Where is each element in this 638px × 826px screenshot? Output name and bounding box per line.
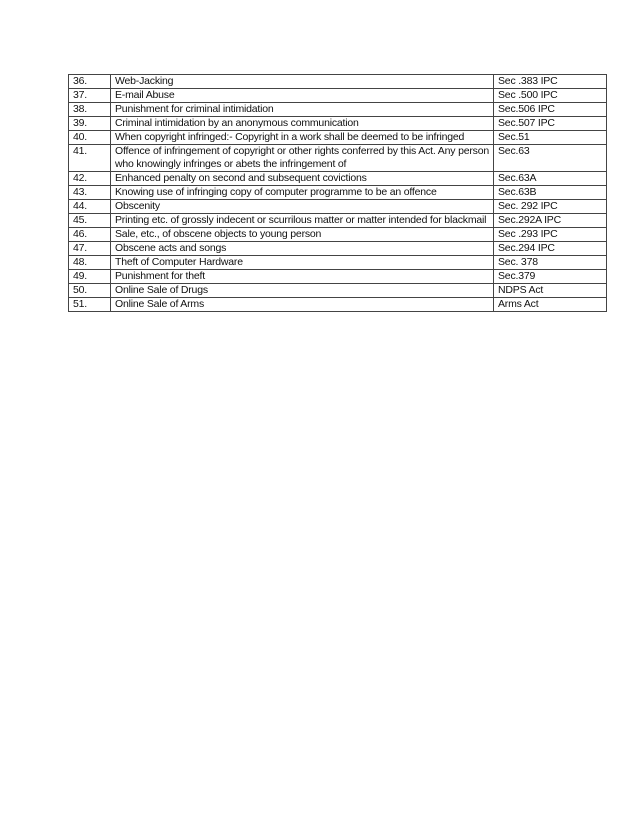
legal-section: Sec.63 xyxy=(494,145,607,172)
table-row xyxy=(69,172,607,186)
row-number: 37. xyxy=(69,89,111,103)
row-number: 49. xyxy=(69,270,111,284)
legal-section: Arms Act xyxy=(494,298,607,312)
legal-section: NDPS Act xyxy=(494,284,607,298)
row-number: 40. xyxy=(69,131,111,145)
row-number: 43. xyxy=(69,186,111,200)
table-row xyxy=(69,75,607,89)
legal-section: Sec.51 xyxy=(494,131,607,145)
row-number: 50. xyxy=(69,284,111,298)
row-number: 48. xyxy=(69,256,111,270)
legal-section: Sec.506 IPC xyxy=(494,103,607,117)
row-number: 38. xyxy=(69,103,111,117)
offence-description: Online Sale of Arms xyxy=(111,298,494,312)
row-number: 39. xyxy=(69,117,111,131)
table-row xyxy=(69,284,607,298)
table-row xyxy=(69,186,607,200)
legal-section: Sec.292A IPC xyxy=(494,214,607,228)
offence-description: Web-Jacking xyxy=(111,75,494,89)
legal-section: Sec.507 IPC xyxy=(494,117,607,131)
legal-section: Sec.379 xyxy=(494,270,607,284)
offence-description: Theft of Computer Hardware xyxy=(111,256,494,270)
table-row xyxy=(69,228,607,242)
table-row xyxy=(69,214,607,228)
offence-description: Knowing use of infringing copy of computer programme to be an offence xyxy=(111,186,494,200)
legal-section: Sec. 378 xyxy=(494,256,607,270)
table-row xyxy=(69,117,607,131)
offence-description: Criminal intimidation by an anonymous communication xyxy=(111,117,494,131)
offence-description: Obscene acts and songs xyxy=(111,242,494,256)
row-number: 44. xyxy=(69,200,111,214)
offence-description: Punishment for criminal intimidation xyxy=(111,103,494,117)
table-row xyxy=(69,298,607,312)
offence-description: E-mail Abuse xyxy=(111,89,494,103)
legal-section: Sec. 292 IPC xyxy=(494,200,607,214)
legal-section: Sec .293 IPC xyxy=(494,228,607,242)
table-row xyxy=(69,103,607,117)
table-row xyxy=(69,242,607,256)
table-row xyxy=(69,270,607,284)
table-row xyxy=(69,89,607,103)
row-number: 51. xyxy=(69,298,111,312)
table-row xyxy=(69,256,607,270)
row-number: 46. xyxy=(69,228,111,242)
table-row xyxy=(69,200,607,214)
table-row xyxy=(69,131,607,145)
offence-description: Printing etc. of grossly indecent or scurrilous matter or matter intended for blackmail xyxy=(111,214,494,228)
row-number: 41. xyxy=(69,145,111,172)
legal-section: Sec .500 IPC xyxy=(494,89,607,103)
offence-description: Offence of infringement of copyright or other rights conferred by this Act. Any person who knowingly infringes or abets the infringement of xyxy=(111,145,494,172)
legal-section: Sec .383 IPC xyxy=(494,75,607,89)
row-number: 36. xyxy=(69,75,111,89)
row-number: 42. xyxy=(69,172,111,186)
offence-description: Online Sale of Drugs xyxy=(111,284,494,298)
offences-table xyxy=(68,74,607,312)
legal-section: Sec.294 IPC xyxy=(494,242,607,256)
offence-description: Enhanced penalty on second and subsequent covictions xyxy=(111,172,494,186)
offence-description: When copyright infringed:- Copyright in a work shall be deemed to be infringed xyxy=(111,131,494,145)
legal-section: Sec.63B xyxy=(494,186,607,200)
row-number: 45. xyxy=(69,214,111,228)
row-number: 47. xyxy=(69,242,111,256)
offence-description: Obscenity xyxy=(111,200,494,214)
offence-description: Sale, etc., of obscene objects to young person xyxy=(111,228,494,242)
offence-description: Punishment for theft xyxy=(111,270,494,284)
legal-section: Sec.63A xyxy=(494,172,607,186)
table-row xyxy=(69,145,607,172)
